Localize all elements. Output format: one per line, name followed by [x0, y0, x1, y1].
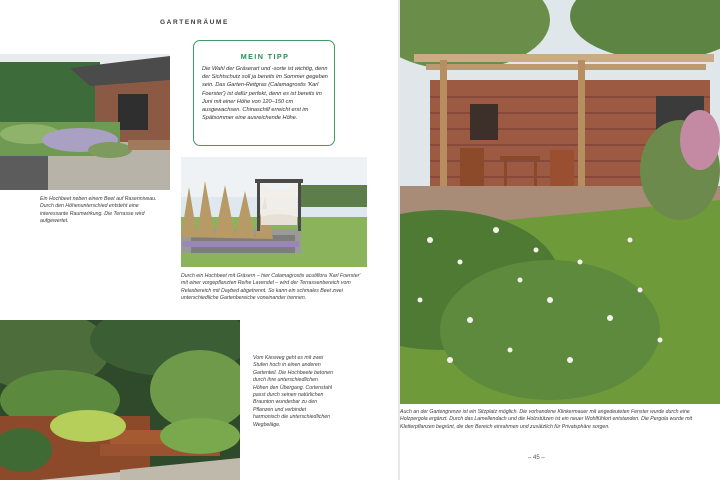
photo-raised-bed: [0, 54, 170, 190]
tip-body: Die Wahl der Gräserart und -sorte ist wichtig, denn der Sichtschutz soll ja bereits im Sommer gegeben sein. Das Garten-Reitgras (Calamagrostis 'Karl Foerster') ist dafür perfekt, denn es ist bereits im Juni mit einer Höhe von 120–150 cm ausgewachsen. Chinaschilf erreicht erst im Spätsommer eine ausreichende Höhe.: [202, 66, 328, 122]
section-title: GARTENRÄUME: [160, 19, 229, 26]
photo-pergola: [400, 0, 720, 404]
caption-raised-bed: Ein Hochbeet neben einem Beet auf Rasenniveau. Durch den Höhenunterschied entsteht eine interessante Raumwirkung. Die Terrasse wird aufgewertet.: [40, 196, 157, 225]
caption-grasses-daybed: Durch ein Hochbeet mit Gräsern – hier Calamagrostis acutiflora 'Karl Foerster' mit einer vorgepflanzten Reihe Lavendel – wird der Terrassenbereich vom Relaxbereich mit Daybed abgetrennt. So kann ein schmales Beet zwei unterschiedliche Gartenbereiche voneinander trennen.: [181, 273, 361, 302]
caption-pergola: Auch an der Gartengrenze ist ein Sitzplatz möglich. Die vorhandene Klinkermauer mit angedeuteten Fenster wurde durch eine Holzpergola ergänzt. Durch das Lamellendach und die Holzstützen ist ein neuer Wohlfühlort entstanden. Die Pergola wurde mit Kletterpflanzen begrünt, die den Bereich einrahmen und zusätzlich für Privatsphäre sorgen.: [400, 409, 693, 430]
caption-gravel-steps: Vom Kiesweg geht es mit zwei Stufen hoch in einen anderen Gartenteil. Die Hochbeete betonen durch ihre unterschiedlichen Höhen den Übergang. Cortenstahl passt durch seinen natürlichen Braunton wunderbar zu den Pflanzen und verbindet harmonisch die unterschiedlichen Wegbeläge.: [253, 355, 333, 428]
tip-box: [193, 40, 335, 146]
photo-grasses-daybed: [181, 157, 367, 267]
photo-corten-steps: [0, 320, 240, 480]
page-number: – 45 –: [528, 455, 545, 461]
tip-title: MEIN TIPP: [240, 52, 290, 61]
